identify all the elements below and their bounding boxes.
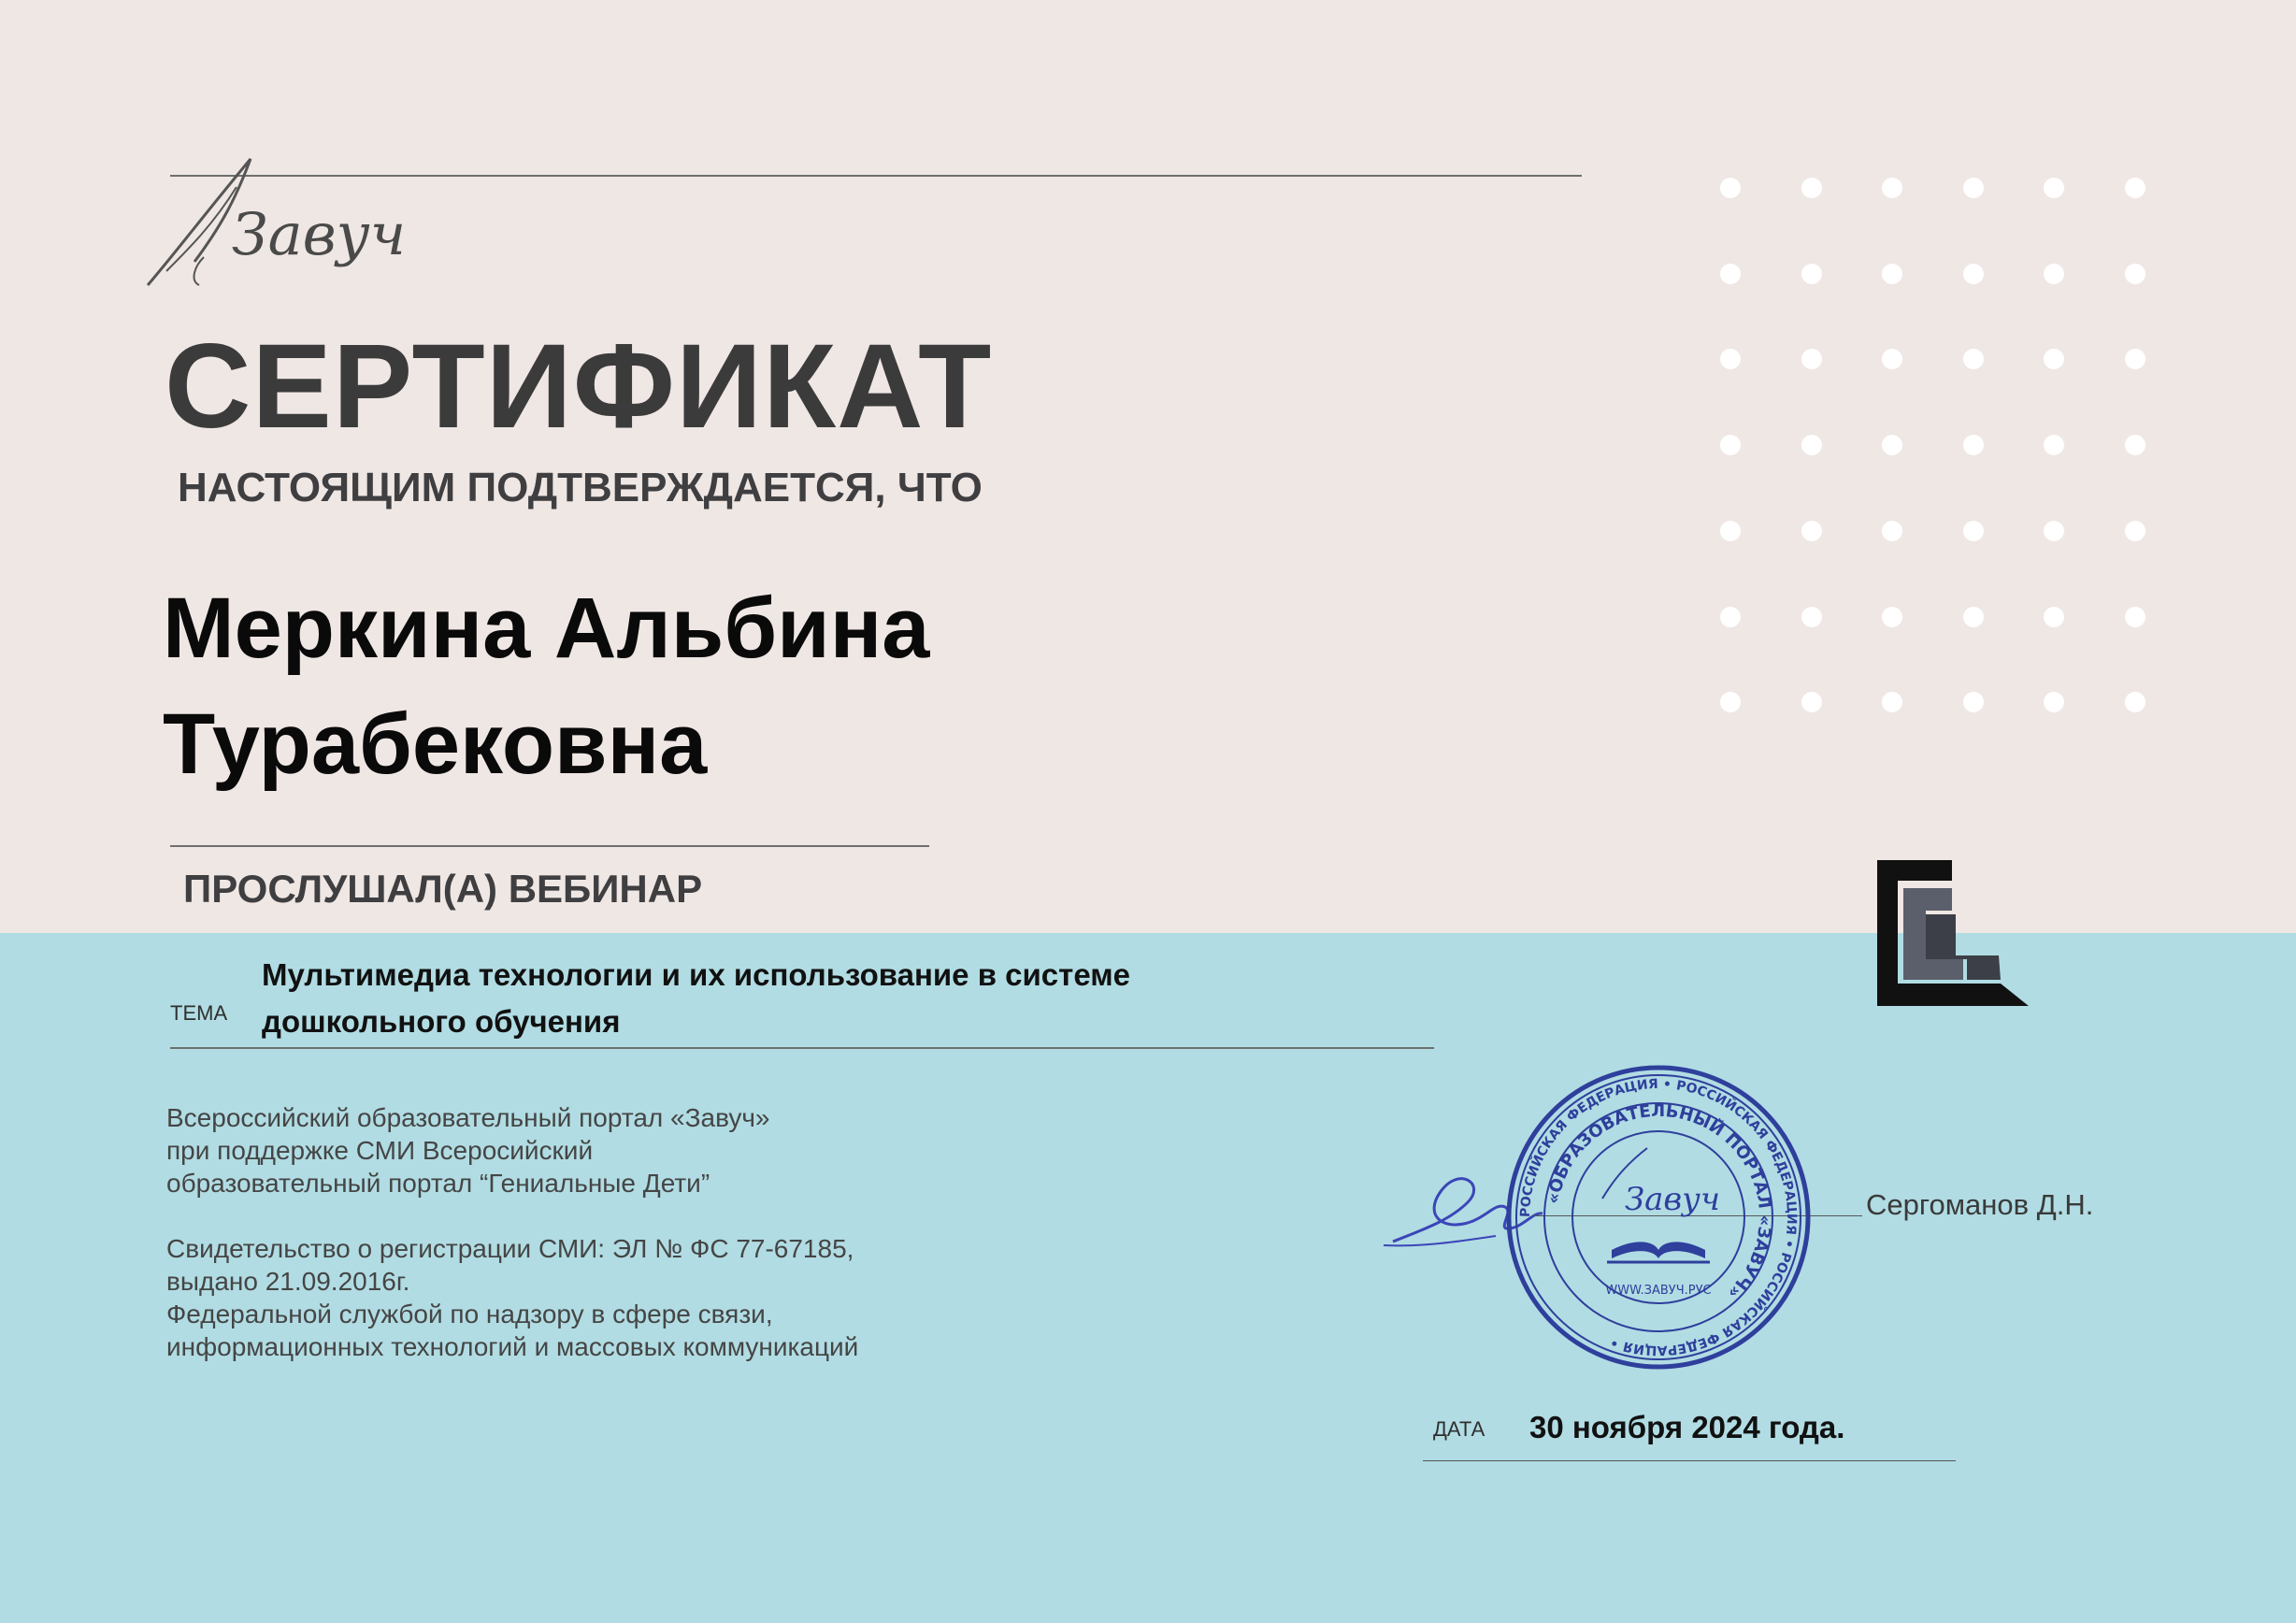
recipient-name-line1: Меркина Альбина — [163, 581, 930, 676]
decorative-dot — [1882, 435, 1902, 455]
webinar-heading: ПРОСЛУШАЛ(А) ВЕБИНАР — [183, 867, 703, 911]
date-label: ДАТА — [1433, 1417, 1485, 1441]
date-value: 30 ноября 2024 года. — [1529, 1410, 1845, 1444]
dot-grid-decoration — [1720, 178, 2169, 739]
decorative-dot — [1720, 692, 1741, 712]
stamp-site: WWW.ЗАВУЧ.РУС — [1605, 1284, 1712, 1298]
organization-line3: образовательный портал “Гениальные Дети” — [166, 1169, 710, 1198]
logo-text: Завуч — [232, 200, 407, 268]
decorative-dot — [2125, 607, 2145, 627]
decorative-dot — [1801, 607, 1822, 627]
decorative-dot — [1720, 521, 1741, 541]
decorative-dot — [1720, 607, 1741, 627]
decorative-dot — [1963, 692, 1984, 712]
organization-line1: Всероссийский образовательный портал «Завуч» — [166, 1103, 770, 1132]
certificate-subtitle: НАСТОЯЩИМ ПОДТВЕРЖДАЕТСЯ, ЧТО — [178, 465, 983, 510]
theme-divider — [170, 1047, 1434, 1049]
organization-info — [166, 1101, 1008, 1199]
decorative-dot — [1882, 264, 1902, 284]
decorative-dot — [2044, 607, 2064, 627]
recipient-name-line2: Турабековна — [163, 697, 708, 793]
registration-line1: Свидетельство о регистрации СМИ: ЭЛ № ФС 77-67185, — [166, 1234, 854, 1263]
decorative-dot — [1801, 692, 1822, 712]
decorative-dot — [1882, 607, 1902, 627]
decorative-dot — [1801, 264, 1822, 284]
registration-line3: Федеральной службой по надзору в сфере связи, — [166, 1300, 773, 1329]
theme-text — [262, 952, 1384, 1045]
theme-label: ТЕМА — [170, 1001, 228, 1025]
decorative-dot — [1963, 521, 1984, 541]
decorative-dot — [1720, 264, 1741, 284]
decorative-dot — [2125, 521, 2145, 541]
decorative-dot — [1720, 349, 1741, 369]
organization-line2: при поддержке СМИ Всеросийский — [166, 1136, 594, 1165]
recipient-name — [163, 570, 1284, 802]
decorative-dot — [2125, 435, 2145, 455]
stamp-center-text: Завуч — [1624, 1181, 1721, 1218]
decorative-dot — [1801, 178, 1822, 198]
decorative-dot — [2125, 692, 2145, 712]
decorative-dot — [1882, 178, 1902, 198]
decorative-dot — [1963, 349, 1984, 369]
stamp-inner-text: «ОБРАЗОВАТЕЛЬНЫЙ ПОРТАЛ «ЗАВУЧ» — [1543, 1100, 1775, 1303]
official-stamp — [1500, 1058, 1817, 1376]
decorative-dot — [1882, 692, 1902, 712]
decorative-dot — [1720, 435, 1741, 455]
decorative-dot — [2044, 692, 2064, 712]
decorative-dot — [2044, 178, 2064, 198]
stamp-outer-text: РОССИЙСКАЯ ФЕДЕРАЦИЯ • РОССИЙСКАЯ ФЕДЕРАЦИЯ • РОССИЙСКАЯ ФЕДЕРАЦИЯ • — [1517, 1076, 1800, 1358]
theme-line1: Мультимедиа технологии и их использование в системе — [262, 957, 1130, 992]
decorative-dot — [2125, 264, 2145, 284]
theme-line2: дошкольного обучения — [262, 1004, 621, 1039]
decorative-dot — [1963, 178, 1984, 198]
decorative-dot — [1801, 435, 1822, 455]
decorative-dot — [2044, 349, 2064, 369]
decorative-dot — [1963, 607, 1984, 627]
decorative-dot — [1963, 435, 1984, 455]
decorative-dot — [1720, 178, 1741, 198]
registration-line4: информационных технологий и массовых коммуникаций — [166, 1332, 859, 1361]
date-divider — [1423, 1460, 1956, 1461]
name-divider — [170, 845, 929, 847]
decorative-dot — [2044, 264, 2064, 284]
certificate-title: СЕРТИФИКАТ — [165, 320, 993, 453]
decorative-dot — [2125, 349, 2145, 369]
decorative-dot — [1963, 264, 1984, 284]
registration-line2: выдано 21.09.2016г. — [166, 1267, 410, 1296]
zavuch-logo — [138, 150, 438, 318]
signer-name: Сергоманов Д.Н. — [1866, 1188, 2094, 1221]
decorative-dot — [1882, 349, 1902, 369]
decorative-dot — [1801, 521, 1822, 541]
decorative-dot — [1882, 521, 1902, 541]
decorative-dot — [1801, 349, 1822, 369]
decorative-dot — [2044, 521, 2064, 541]
corner-logo — [1870, 856, 2032, 1010]
registration-info — [166, 1232, 1008, 1363]
decorative-dot — [2125, 178, 2145, 198]
decorative-dot — [2044, 435, 2064, 455]
